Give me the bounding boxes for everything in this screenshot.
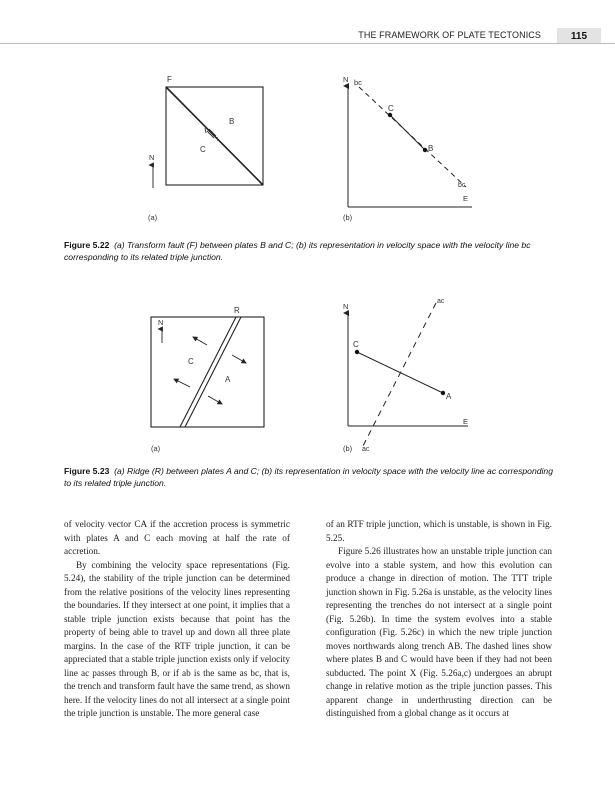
figure-5-22-caption: [64, 240, 554, 263]
caption-label: Figure 5.23: [64, 466, 110, 476]
caption-text: (a) Ridge (R) between plates A and C; (b) its representation in velocity space with the velocity line ac corresponding to its related triple junction.: [64, 466, 553, 488]
line-label-top: ac: [437, 298, 445, 305]
spreading-arrow-icon: [174, 379, 190, 387]
fig-5-23-panel-b: [343, 298, 468, 453]
point-c: [388, 113, 392, 117]
east-label: E: [463, 194, 469, 203]
north-label: N: [149, 153, 155, 162]
panel-label: (a): [148, 213, 158, 222]
point-a-label: A: [446, 392, 452, 401]
point-b: [423, 148, 427, 152]
panel-label: (b): [343, 444, 353, 453]
plate-a-label: A: [225, 375, 231, 384]
fig-5-23-panel-a: [151, 306, 264, 453]
fig-5-22-panel-b: [343, 75, 472, 222]
velocity-vector-ca: [357, 352, 443, 393]
ridge-label: R: [234, 306, 240, 315]
running-title: THE FRAMEWORK OF PLATE TECTONICS: [358, 30, 541, 40]
page-number: 115: [557, 28, 601, 44]
north-label: N: [343, 75, 349, 84]
spreading-arrow-icon: [232, 355, 246, 363]
point-c: [355, 350, 359, 354]
line-label-top: bc: [354, 78, 362, 87]
ridge-line-1: [180, 317, 236, 427]
line-label-bottom: bc: [458, 182, 466, 189]
line-label-bottom: ac: [362, 446, 370, 453]
left-text-column: [64, 519, 290, 722]
figure-5-23: [0, 292, 615, 457]
caption-label: Figure 5.22: [64, 240, 110, 250]
paragraph: Figure 5.26 illustrates how an unstable triple junction can evolve into a stable system, and how this evolution can produce a change in direction of motion. The TTT triple junction shown in Fig. 5.26a is unstable, as the velocity lines representing the trenches do not intersect at a single point (Fig. 5.26b). In time the system evolves into a stable configuration (Fig. 5.26c) in which the new triple junction moves northwards along trench AB. The dashed lines show where plates B and C would have been if they had not been subducted. The point X (Fig. 5.26a,c) undergoes an abrupt change in relative motion as the triple junction passes. This apparent change in underthrusting direction can be distinguished from a global change as it occurs at: [326, 547, 552, 719]
paragraph: of velocity vector CA if the accretion process is symmetric with plates A and C each moving at half the rate of accretion.: [64, 520, 290, 557]
right-text-column: [326, 519, 552, 722]
velocity-line-ac: [363, 303, 436, 446]
north-label: N: [343, 302, 349, 311]
point-c-label: C: [353, 340, 359, 349]
plate-b-label: B: [229, 117, 235, 126]
point-c-label: C: [388, 104, 394, 113]
figure-5-22: [0, 68, 615, 228]
caption-text: (a) Transform fault (F) between plates B and C; (b) its representation in velocity space with the velocity line bc corresponding to its related triple junction.: [64, 240, 531, 262]
paragraph: By combining the velocity space representations (Fig. 5.24), the stability of the triple junction can be determined from the relative positions of the velocity lines representing the boundaries. If they intersect at one point, it implies that a stable triple junction exists because that point has the property of being able to travel up and down all three plate margins. In the case of the RTF triple junction, it can be appreciated that a stable triple junction exists only if velocity line ac passes through B, or if ab is the same as bc, that is, the trench and transform fault have the same trend, as shown here. If the velocity lines do not all intersect at a single point the triple junction is unstable. The more general case: [64, 560, 290, 719]
spreading-arrow-icon: [193, 337, 207, 345]
ridge-line-2: [185, 317, 241, 427]
header-rule: [0, 43, 615, 44]
plate-c-label: C: [188, 357, 194, 366]
point-a: [441, 391, 445, 395]
east-label: E: [463, 417, 469, 426]
fault-label: F: [167, 75, 172, 84]
running-header: [0, 0, 615, 44]
paragraph: of an RTF triple junction, which is unstable, is shown in Fig. 5.25.: [326, 520, 552, 544]
plate-c-label: C: [200, 145, 206, 154]
north-label: N: [158, 318, 164, 327]
fig-5-22-panel-a: [148, 75, 263, 222]
transform-fault-line: [166, 87, 263, 185]
panel-label: (b): [343, 213, 353, 222]
velocity-vector-cb: [390, 115, 425, 150]
figure-5-23-caption: [64, 466, 554, 489]
panel-label: (a): [151, 444, 161, 453]
fault-offset-arrows: [205, 128, 218, 141]
point-b-label: B: [428, 144, 434, 153]
spreading-arrow-icon: [208, 396, 222, 404]
